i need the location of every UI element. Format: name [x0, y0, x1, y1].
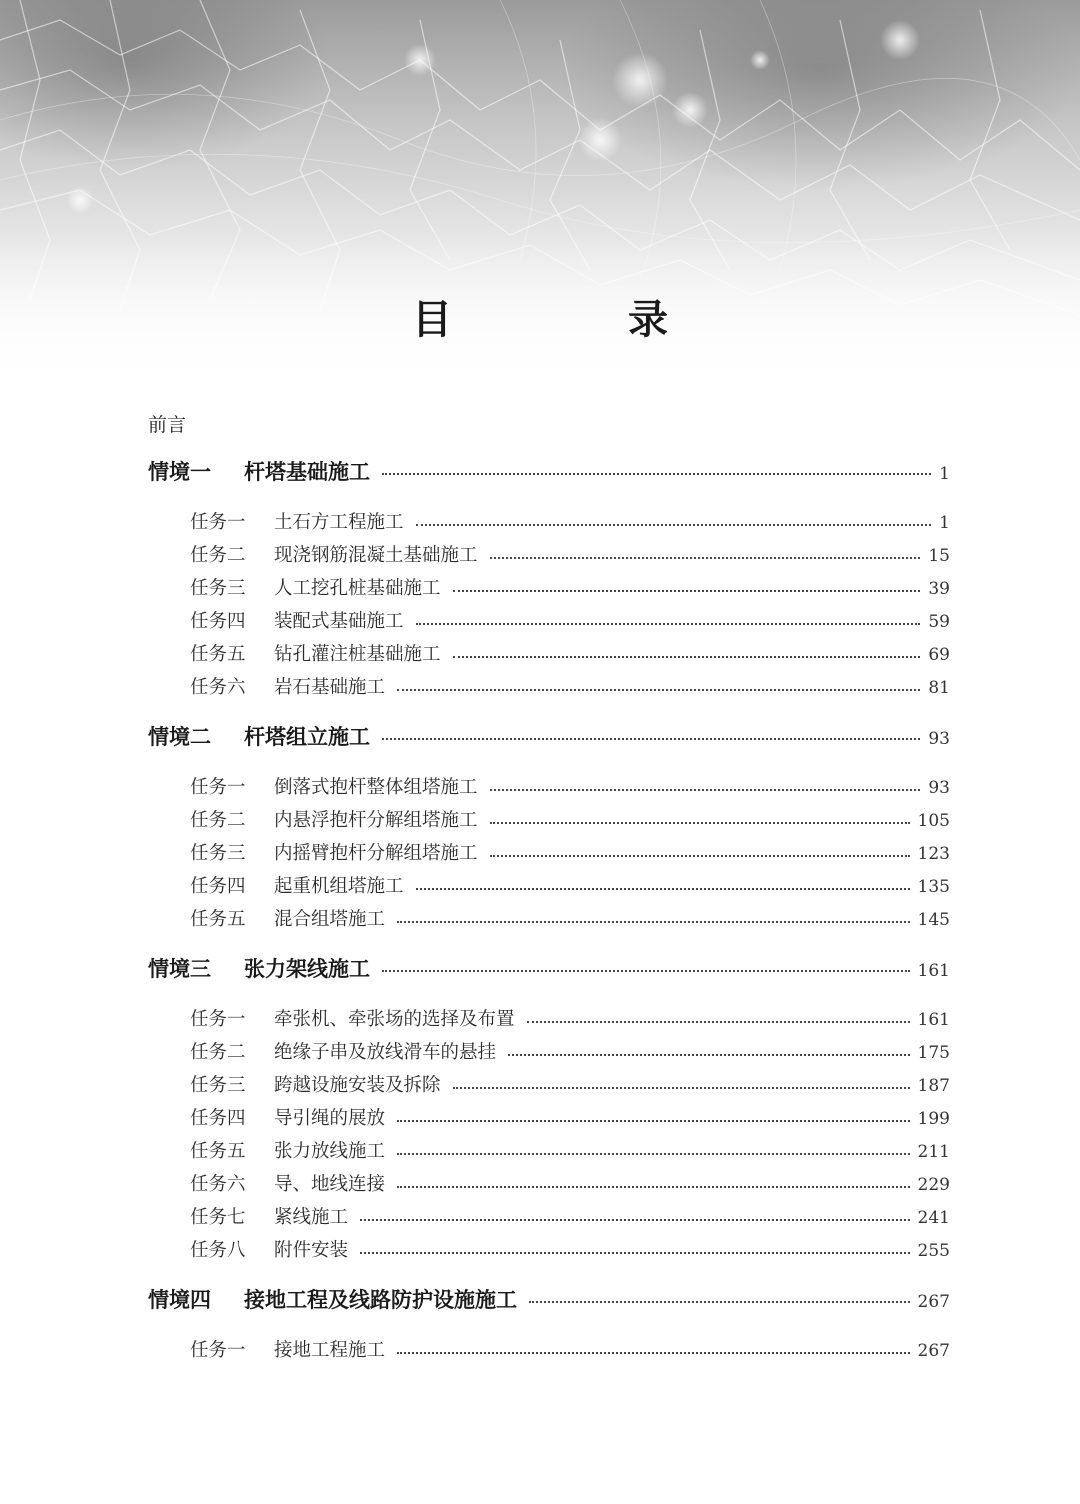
- section-number: 情境一: [148, 460, 211, 484]
- page-number: 199: [917, 1109, 950, 1129]
- dot-leader: [453, 1087, 910, 1089]
- dot-leader: [416, 524, 932, 526]
- toc-section-3: [148, 953, 950, 983]
- toc-section-1: [148, 456, 950, 486]
- page-number: 93: [928, 778, 950, 798]
- page-number: 81: [928, 678, 950, 698]
- toc-task: [190, 574, 950, 602]
- dot-leader: [490, 789, 921, 791]
- toc-section-4: [148, 1284, 950, 1314]
- page-title: 目 录: [412, 297, 736, 343]
- task-title: 钻孔灌注桩基础施工: [274, 644, 441, 665]
- task-title: 装配式基础施工: [274, 611, 404, 632]
- task-title: 张力放线施工: [274, 1141, 386, 1162]
- page-number: 15: [928, 546, 950, 566]
- dot-leader: [360, 1219, 910, 1221]
- page-number: 59: [928, 612, 950, 632]
- task-title: 绝缘子串及放线滑车的悬挂: [274, 1042, 497, 1063]
- page-number: 161: [917, 1010, 950, 1030]
- page-number: 187: [917, 1076, 950, 1096]
- page-number: 241: [917, 1208, 950, 1228]
- section-number: 情境二: [148, 725, 211, 749]
- page-number: 267: [917, 1341, 950, 1361]
- task-title: 内摇臂抱杆分解组塔施工: [274, 843, 478, 864]
- task-number: 任务六: [190, 1174, 246, 1195]
- toc-task: [190, 872, 950, 900]
- page-number: 229: [917, 1175, 950, 1195]
- page-number: 135: [917, 877, 950, 897]
- dot-leader: [397, 921, 910, 923]
- page-number: 1: [939, 513, 950, 533]
- task-title: 土石方工程施工: [274, 512, 404, 533]
- task-number: 任务三: [190, 578, 246, 599]
- preface-entry: 前言: [148, 414, 187, 436]
- dot-leader: [453, 656, 921, 658]
- section-title: 张力架线施工: [244, 957, 370, 981]
- toc-task: [190, 1170, 950, 1198]
- dot-leader: [397, 1186, 910, 1188]
- task-number: 任务六: [190, 677, 246, 698]
- task-title: 混合组塔施工: [274, 909, 386, 930]
- dot-leader: [382, 970, 910, 972]
- page-number: 39: [928, 579, 950, 599]
- dot-leader: [490, 822, 910, 824]
- task-title: 导、地线连接: [274, 1174, 386, 1195]
- dot-leader: [397, 1153, 910, 1155]
- task-number: 任务四: [190, 611, 246, 632]
- task-number: 任务一: [190, 777, 246, 798]
- section-title: 杆塔组立施工: [244, 725, 370, 749]
- toc-task: [190, 1038, 950, 1066]
- task-title: 现浇钢筋混凝土基础施工: [274, 545, 478, 566]
- toc-task: [190, 839, 950, 867]
- page-number: 145: [917, 910, 950, 930]
- toc-task: [190, 541, 950, 569]
- task-number: 任务七: [190, 1207, 246, 1228]
- task-title: 接地工程施工: [274, 1340, 386, 1361]
- task-number: 任务四: [190, 1108, 246, 1129]
- dot-leader: [397, 689, 920, 691]
- toc-task: [190, 1137, 950, 1165]
- task-title: 紧线施工: [274, 1207, 349, 1228]
- task-number: 任务五: [190, 644, 246, 665]
- task-title: 内悬浮抱杆分解组塔施工: [274, 810, 478, 831]
- page-number: 105: [917, 811, 950, 831]
- page-number: 255: [917, 1241, 950, 1261]
- toc-task: [190, 1203, 950, 1231]
- task-title: 跨越设施安装及拆除: [274, 1075, 441, 1096]
- toc-task: [190, 1236, 950, 1264]
- task-title: 人工挖孔桩基础施工: [274, 578, 441, 599]
- page-number: 211: [917, 1142, 950, 1162]
- task-number: 任务八: [190, 1240, 246, 1261]
- task-title: 岩石基础施工: [274, 677, 386, 698]
- toc-task: [190, 1071, 950, 1099]
- task-title: 导引绳的展放: [274, 1108, 386, 1129]
- task-number: 任务二: [190, 545, 246, 566]
- page-number: 161: [917, 961, 950, 981]
- toc-task: [190, 905, 950, 933]
- toc-section-2: [148, 721, 950, 751]
- dot-leader: [490, 557, 921, 559]
- dot-leader: [416, 888, 910, 890]
- page-number: 175: [917, 1043, 950, 1063]
- toc-task: [190, 1336, 950, 1364]
- task-number: 任务二: [190, 1042, 246, 1063]
- section-number: 情境三: [148, 957, 211, 981]
- dot-leader: [397, 1120, 910, 1122]
- task-number: 任务三: [190, 843, 246, 864]
- dot-leader: [453, 590, 921, 592]
- task-number: 任务三: [190, 1075, 246, 1096]
- dot-leader: [527, 1021, 910, 1023]
- dot-leader: [397, 1352, 910, 1354]
- toc-task: [190, 773, 950, 801]
- page-number: 1: [939, 464, 950, 484]
- task-title: 牵张机、牵张场的选择及布置: [274, 1009, 515, 1030]
- task-number: 任务一: [190, 512, 246, 533]
- toc-task: [190, 806, 950, 834]
- dot-leader: [416, 623, 921, 625]
- page-number: 93: [928, 729, 950, 749]
- task-number: 任务一: [190, 1009, 246, 1030]
- toc-task: [190, 1104, 950, 1132]
- task-number: 任务五: [190, 909, 246, 930]
- toc-task: [190, 607, 950, 635]
- task-title: 倒落式抱杆整体组塔施工: [274, 777, 478, 798]
- task-number: 任务一: [190, 1340, 246, 1361]
- toc-task: [190, 640, 950, 668]
- task-title: 附件安装: [274, 1240, 349, 1261]
- task-number: 任务二: [190, 810, 246, 831]
- task-number: 任务四: [190, 876, 246, 897]
- dot-leader: [490, 855, 910, 857]
- page-number: 267: [917, 1292, 950, 1312]
- toc-task: [190, 508, 950, 536]
- toc-task: [190, 673, 950, 701]
- dot-leader: [382, 738, 920, 740]
- dot-leader: [360, 1252, 910, 1254]
- dot-leader: [529, 1301, 910, 1303]
- page-number: 69: [928, 645, 950, 665]
- dot-leader: [382, 473, 931, 475]
- toc-task: [190, 1005, 950, 1033]
- section-title: 接地工程及线路防护设施施工: [244, 1288, 517, 1312]
- section-number: 情境四: [148, 1288, 211, 1312]
- page-number: 123: [917, 844, 950, 864]
- task-number: 任务五: [190, 1141, 246, 1162]
- section-title: 杆塔基础施工: [244, 460, 370, 484]
- dot-leader: [508, 1054, 910, 1056]
- task-title: 起重机组塔施工: [274, 876, 404, 897]
